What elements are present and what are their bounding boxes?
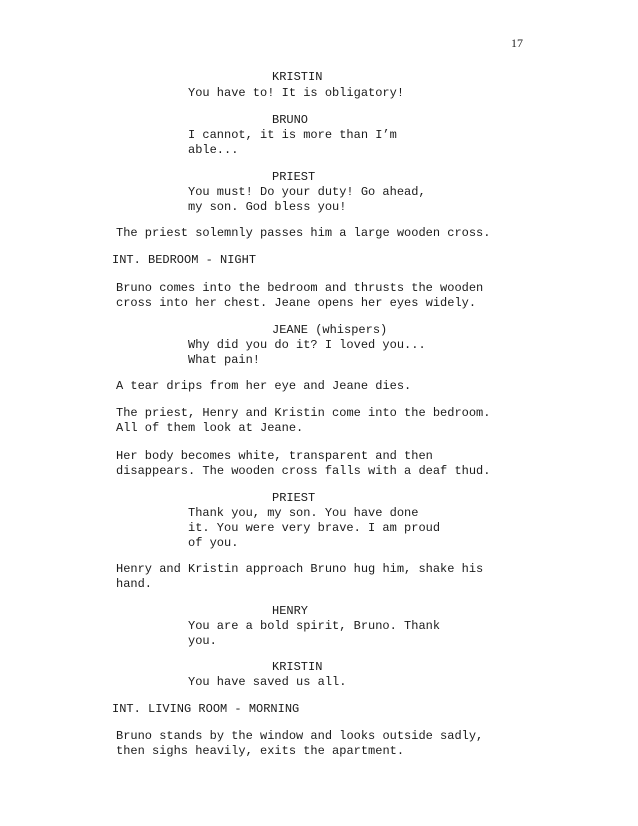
- dialogue-line: Why did you do it? I loved you...: [188, 338, 426, 352]
- character-cue: KRISTIN: [272, 70, 323, 84]
- scene-heading: INT. LIVING ROOM - MORNING: [112, 702, 300, 716]
- character-cue: BRUNO: [272, 113, 309, 127]
- action-line: disappears. The wooden cross falls with a deaf thud.: [116, 464, 491, 478]
- character-cue: PRIEST: [272, 491, 316, 505]
- action-line: The priest, Henry and Kristin come into the bedroom.: [116, 406, 491, 420]
- dialogue-line: You are a bold spirit, Bruno. Thank: [188, 619, 441, 633]
- dialogue-line: Thank you, my son. You have done: [188, 506, 419, 520]
- action-line: The priest solemnly passes him a large wooden cross.: [116, 226, 491, 240]
- action-line: Henry and Kristin approach Bruno hug him, shake his: [116, 562, 484, 576]
- dialogue-line: I cannot, it is more than I’m: [188, 128, 397, 142]
- action-line: All of them look at Jeane.: [116, 421, 304, 435]
- dialogue-line: What pain!: [188, 353, 261, 367]
- action-line: A tear drips from her eye and Jeane dies.: [116, 379, 412, 393]
- character-cue: HENRY: [272, 604, 309, 618]
- character-cue: JEANE (whispers): [272, 323, 388, 337]
- character-cue: KRISTIN: [272, 660, 323, 674]
- dialogue-line: you.: [188, 634, 217, 648]
- dialogue-line: able...: [188, 143, 239, 157]
- dialogue-line: You have saved us all.: [188, 675, 347, 689]
- dialogue-line: of you.: [188, 536, 239, 550]
- action-line: cross into her chest. Jeane opens her eyes widely.: [116, 296, 477, 310]
- character-cue: PRIEST: [272, 170, 316, 184]
- action-line: Bruno comes into the bedroom and thrusts the wooden: [116, 281, 484, 295]
- scene-heading: INT. BEDROOM - NIGHT: [112, 253, 257, 267]
- dialogue-line: You must! Do your duty! Go ahead,: [188, 185, 426, 199]
- action-line: then sighs heavily, exits the apartment.: [116, 744, 405, 758]
- action-line: Her body becomes white, transparent and then: [116, 449, 433, 463]
- dialogue-line: it. You were very brave. I am proud: [188, 521, 441, 535]
- page-number: 17: [511, 36, 523, 50]
- dialogue-line: my son. God bless you!: [188, 200, 347, 214]
- dialogue-line: You have to! It is obligatory!: [188, 86, 405, 100]
- action-line: Bruno stands by the window and looks outside sadly,: [116, 729, 484, 743]
- action-line: hand.: [116, 577, 153, 591]
